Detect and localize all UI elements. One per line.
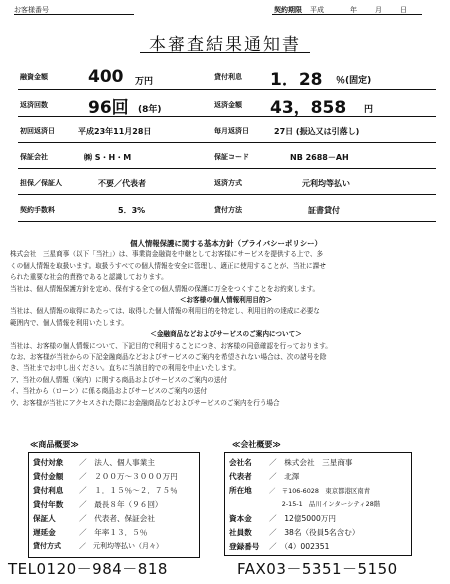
fax-number: FAX03－5351－5150: [237, 560, 398, 578]
company-value: 株式会社 三星商事: [284, 458, 353, 467]
summary-row: [18, 66, 436, 88]
company-label: 資本金: [229, 514, 252, 523]
product-value: ２００万～３０００万円: [94, 472, 178, 481]
loan-amount-unit: 万円: [135, 76, 154, 87]
product-row: 遅延金 ／ 年率１３．５％: [33, 528, 148, 537]
company-value: 12億5000万円: [284, 514, 336, 523]
product-label: 貸付金額: [33, 472, 64, 481]
product-row: 貸付方式 ／ 元利均等払い（月々）: [33, 542, 163, 550]
products-box: [28, 452, 200, 558]
policy-line: ア、当社の個人情報（案内）に関する商品およびサービスのご案内の送付: [10, 375, 228, 384]
repayment-count-value: 96回: [88, 97, 129, 118]
product-row: 貸付利息 ／ １．１５％～２．７５％: [33, 486, 178, 495]
company-row: 所在地 ／ 〒106-6028 東京都港区南青: [229, 486, 371, 495]
first-payment-label: 初回返済日: [20, 127, 55, 135]
company-row: 登録番号 ／ （4）002351: [229, 542, 330, 551]
policy-line: くの個人情報を取扱います。取扱うすべての個人情報を安全に管理し、適正に使用することが、当社に課せ: [10, 261, 326, 270]
date-month: 月: [375, 6, 382, 14]
company-label: 登録番号: [229, 542, 260, 551]
guarantor-company-label: 保証会社: [20, 153, 48, 161]
repayment-method-label: 返済方式: [214, 179, 242, 187]
privacy-policy: [10, 238, 442, 409]
interest-unit: ％(固定): [336, 75, 372, 86]
company-value: 2-15-1 品川インターシティ28階: [281, 500, 381, 508]
company-row: 社員数 ／ 38名（役員5名含む）: [229, 528, 360, 537]
customer-number-underline: [14, 14, 134, 15]
product-label: 貸付方式: [33, 542, 61, 550]
summary-row: [18, 199, 436, 221]
loan-amount-label: 融資金額: [20, 73, 48, 81]
row-divider: [18, 116, 436, 117]
repayment-count-label: 返済回数: [20, 101, 48, 109]
loan-amount-value: 400: [88, 67, 124, 87]
product-label: 貸付利息: [33, 486, 64, 495]
repayment-method-value: 元利均等払い: [302, 178, 350, 188]
monthly-date-label: 毎月返済日: [214, 127, 249, 135]
product-label: 貸付年数: [33, 500, 64, 509]
product-value: １．１５％～２．７５％: [94, 486, 178, 495]
date-era: 平成: [310, 6, 324, 14]
product-row: 貸付年数 ／ 最長８年（９６回）: [33, 500, 163, 509]
repayment-amount-unit: 円: [364, 104, 374, 115]
repayment-amount-label: 返済金額: [214, 101, 242, 109]
policy-line: 株式会社 三星商事（以下「当社」）は、事業資金融資を中継としてお客様にサービスを提供する上で、多: [10, 250, 324, 259]
company-row: [229, 499, 380, 508]
policy-line: 当社は、個人情報の取得にあたっては、取得した個人情報の利用目的を特定し、利用目的の達成に必要な: [10, 307, 320, 316]
row-divider: [18, 89, 436, 90]
page-title: 本審査結果通知書: [149, 35, 301, 55]
product-value: 元利均等払い（月々）: [93, 542, 163, 550]
product-value: 最長８年（９６回）: [94, 500, 163, 509]
title-underline: [140, 52, 310, 53]
company-label: 代表者: [229, 472, 252, 481]
contract-fee-value: 5．3%: [118, 205, 146, 215]
company-box: [224, 452, 412, 556]
row-divider: [18, 194, 436, 195]
customer-number-label: お客様番号: [14, 6, 49, 14]
summary-row: [18, 120, 436, 142]
guarantor-company-value: ㈱ S・H・M: [84, 152, 132, 162]
policy-heading: 個人情報保護に関する基本方針（プライバシーポリシー）: [130, 239, 322, 248]
contract-fee-label: 契約手数料: [20, 206, 55, 214]
company-label: 社員数: [229, 528, 252, 537]
company-row: 代表者 ／ 北澤: [229, 472, 300, 481]
company-value: （4）002351: [284, 542, 330, 551]
product-value: 代表者、保証会社: [94, 514, 155, 523]
guarantor-code-value: NB 2688－AH: [290, 152, 349, 162]
row-divider: [18, 221, 436, 222]
company-label: 会社名: [229, 458, 252, 467]
summary-table: [18, 60, 436, 225]
company-value: 北澤: [284, 472, 300, 481]
product-value: 法人、個人事業主: [94, 458, 155, 467]
policy-line: 当社は、個人情報保護方針を定め、保有する全ての個人情報の保護に万全をつくすことをお約束します。: [10, 284, 320, 293]
policy-line: られた重要な社会的責務であると認識しております。: [10, 273, 168, 282]
product-label: 貸付対象: [33, 458, 64, 467]
summary-row: [18, 94, 436, 116]
interest-value: 1．28: [270, 69, 323, 90]
tel-number: TEL0120－984－818: [8, 560, 168, 578]
repayment-amount-value: 43，858: [270, 97, 347, 118]
interest-label: 貸付利息: [214, 73, 242, 81]
date-underline: [272, 14, 422, 15]
policy-line: き、当社までお申し出ください。直ちに当該目的での利用を中止いたします。: [10, 364, 240, 373]
product-row: 貸付金額 ／ ２００万～３０００万円: [33, 472, 178, 481]
loan-method-value: 証書貸付: [308, 205, 340, 215]
summary-row: [18, 146, 436, 168]
product-label: 遅延金: [33, 528, 56, 537]
first-payment-value: 平成23年11月28日: [78, 126, 152, 136]
monthly-date-value: 27日 (振込又は引落し): [274, 126, 360, 136]
product-row: 貸付対象 ／ 法人、個人事業主: [33, 458, 155, 467]
company-value: 〒106-6028 東京都港区南青: [281, 487, 371, 495]
row-divider: [18, 168, 436, 169]
guarantor-code-label: 保証コード: [214, 153, 249, 161]
product-value: 年率１３．５％: [94, 528, 148, 537]
collateral-label: 担保／保証人: [20, 179, 62, 187]
policy-line: 当社は、お客様の個人情報について、下記目的で利用することにつき、お客様の同意確認を行っております。: [10, 341, 332, 350]
company-label: 所在地: [229, 486, 252, 495]
company-value: 38名（役員5名含む）: [284, 528, 360, 537]
summary-row: [18, 172, 436, 194]
products-heading: ≪商品概要≫: [30, 440, 79, 449]
loan-method-label: 貸付方法: [214, 206, 242, 214]
company-row: 会社名 ／ 株式会社 三星商事: [229, 458, 353, 467]
row-divider: [18, 142, 436, 143]
contract-date-label: 契約期限: [274, 6, 302, 14]
collateral-value: 不要／代表者: [98, 178, 146, 188]
date-year: 年: [350, 6, 357, 14]
company-heading: ≪会社概要≫: [232, 440, 281, 449]
date-day: 日: [400, 6, 407, 14]
policy-line: ウ、お客様が当社にアクセスされた際にお金融商品などおよびサービスのご案内を行う場合: [10, 398, 280, 407]
product-row: 保証人 ／ 代表者、保証会社: [33, 514, 155, 523]
policy-subheading: ＜金融商品などおよびサービスのご案内について＞: [150, 330, 302, 339]
policy-line: 範囲内で、個人情報を利用いたします。: [10, 318, 129, 327]
policy-subheading: ＜お客様の個人情報利用目的＞: [179, 296, 273, 305]
policy-line: イ、当社から（ローン）に係る商品およびサービスのご案内の送付: [10, 387, 208, 396]
policy-line: なお、お客様が当社からの下記金融商品などおよびサービスのご案内を希望されない場合は、次の諸号を除: [10, 353, 327, 362]
company-row: 資本金 ／ 12億5000万円: [229, 514, 336, 523]
product-label: 保証人: [33, 514, 56, 523]
repayment-years: (8年): [138, 104, 162, 115]
